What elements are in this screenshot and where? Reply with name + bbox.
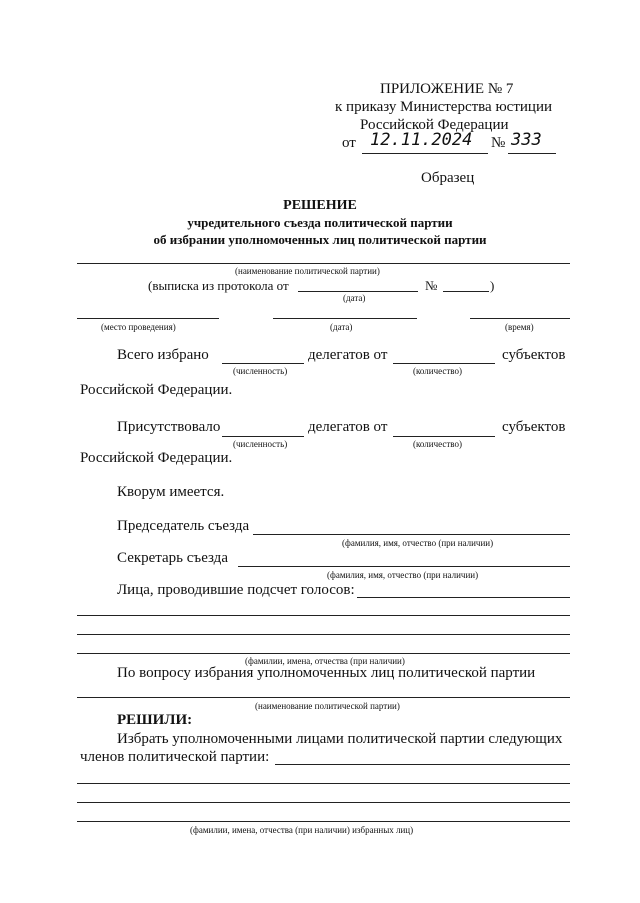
meeting-time-caption: (время) [505,322,534,332]
present-rf: Российской Федерации. [80,450,233,466]
resolved-heading: РЕШИЛИ: [117,712,193,728]
party-name-line [77,263,570,264]
place-line [77,318,219,319]
extract-date-caption: (дата) [343,293,366,303]
elected-count-caption: (численность) [233,366,288,376]
present-count-line [222,436,304,437]
elected-rf: Российской Федерации. [80,382,233,398]
secretary-line [238,566,570,567]
order-date-line [362,153,488,154]
meeting-time-line [470,318,570,319]
elected-quantity-caption: (количество) [413,366,462,376]
document-subtitle-1: учредительного съезда политической партии [187,215,453,230]
counters-line-2 [77,615,570,616]
quorum-text: Кворум имеется. [117,484,225,500]
extract-close: ) [490,278,495,293]
sample-label: Образец [421,170,475,186]
question-text: По вопросу избрания уполномоченных лиц политической партии [117,665,536,681]
present-delegates-label: делегатов от [308,419,388,435]
counters-line-1 [357,597,570,598]
elected-label: Всего избрано [117,347,209,363]
elected-caption: (фамилии, имена, отчества (при наличии) избранных лиц) [190,825,414,835]
present-count-caption: (численность) [233,439,288,449]
elected-count-line [222,363,304,364]
order-number-sign: № [491,135,506,151]
chairman-label: Председатель съезда [117,518,250,534]
extract-date-line [298,291,418,292]
order-line-2: Российской Федерации [360,117,509,133]
meeting-date-caption: (дата) [330,322,353,332]
document-title: РЕШЕНИЕ [283,198,357,213]
elected-delegates-label: делегатов от [308,347,388,363]
elected-subjects-label: субъектов [502,347,566,363]
elected-subjects-line [393,363,495,364]
counters-label: Лица, проводившие подсчет голосов: [117,582,355,598]
elected-line-4 [77,821,570,822]
elected-line-1 [275,764,570,765]
appendix-title: ПРИЛОЖЕНИЕ № 7 [380,81,514,97]
counters-line-4 [77,653,570,654]
question-party-line [77,697,570,698]
secretary-label: Секретарь съезда [117,550,228,566]
secretary-caption: (фамилия, имя, отчество (при наличии) [327,570,479,580]
chairman-caption: (фамилия, имя, отчество (при наличии) [342,538,494,548]
order-line-1: к приказу Министерства юстиции [335,99,552,115]
elect-text-line-1: Избрать уполномоченными лицами политической партии следующих [117,731,563,747]
present-label: Присутствовало [117,419,221,435]
party-name-caption: (наименование политической партии) [235,266,380,276]
chairman-line [253,534,570,535]
order-from-label: от [342,135,356,151]
counters-caption: (фамилии, имена, отчества (при наличии) [245,656,405,666]
present-subjects-line [393,436,495,437]
extract-label: (выписка из протокола от [148,278,289,293]
elected-line-2 [77,783,570,784]
question-party-caption: (наименование политической партии) [255,701,400,711]
order-number-line [508,153,556,154]
counters-line-3 [77,634,570,635]
extract-number-sign: № [425,278,438,293]
present-subjects-label: субъектов [502,419,566,435]
order-number: 333 [511,130,542,150]
meeting-date-line [273,318,417,319]
present-quantity-caption: (количество) [413,439,462,449]
document-subtitle-2: об избрании уполномоченных лиц политической партии [153,232,487,247]
elected-line-3 [77,802,570,803]
extract-number-line [443,291,489,292]
order-date: 12.11.2024 [370,130,473,150]
place-caption: (место проведения) [101,322,176,332]
elect-text-line-2: членов политической партии: [80,749,270,765]
